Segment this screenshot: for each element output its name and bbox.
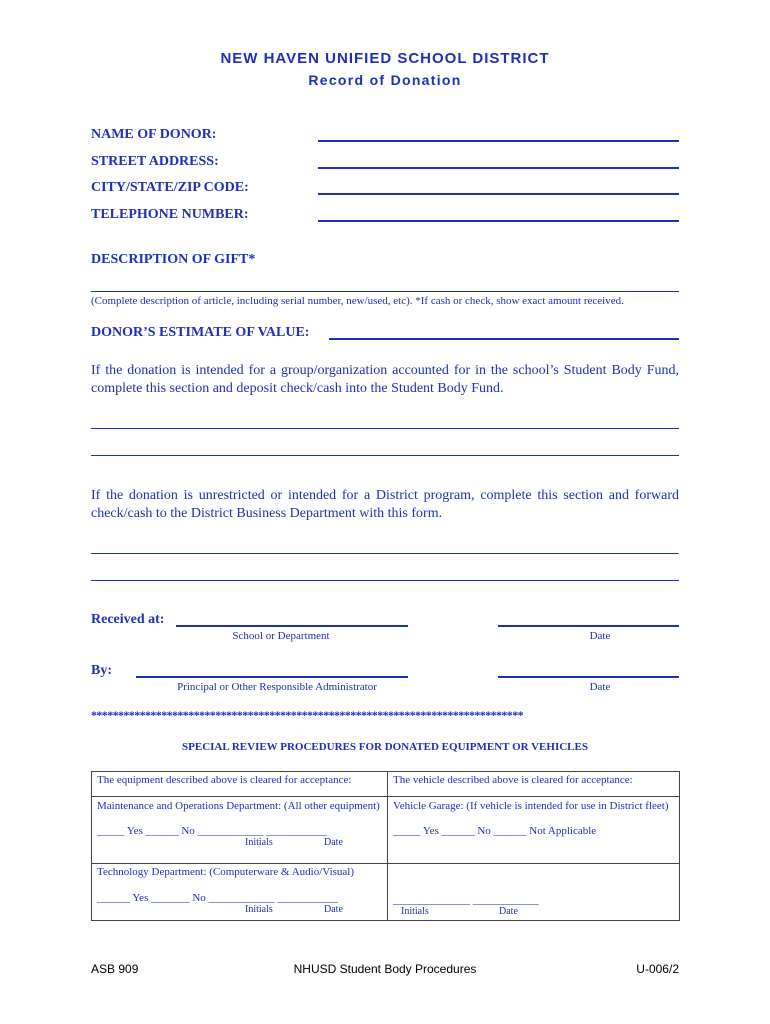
equipment-header: The equipment described above is cleared for acceptance: [92, 772, 388, 797]
maintenance-initials-caption: Initials [245, 837, 273, 848]
group-instructions: If the donation is intended for a group/organization accounted for in the school’s Student Body Fund, complete this section and deposit check/cash into the Student Body Fund. [91, 363, 679, 396]
name-of-donor-label: NAME OF DONOR: [91, 127, 217, 142]
page-code: U-006/2 [636, 962, 679, 976]
city-state-zip-field[interactable] [318, 193, 679, 195]
group-line-1[interactable] [91, 428, 679, 429]
received-date-field[interactable] [498, 625, 679, 627]
special-review-heading: SPECIAL REVIEW PROCEDURES FOR DONATED EQUIPMENT OR VEHICLES [182, 741, 588, 753]
donor-estimate-label: DONOR’S ESTIMATE OF VALUE: [91, 325, 310, 340]
name-of-donor-field[interactable] [318, 140, 679, 142]
description-note: (Complete description of article, including serial number, new/used, etc). *If cash or check, show exact amount received. [91, 295, 624, 307]
form-title: Record of Donation [308, 72, 462, 88]
vehicle-initials-caption: Initials [401, 906, 429, 917]
vehicle-date-caption: Date [499, 906, 518, 917]
school-department-caption: School or Department [232, 630, 330, 642]
technology-date-caption: Date [324, 904, 343, 915]
school-department-field[interactable] [176, 625, 408, 627]
street-address-label: STREET ADDRESS: [91, 154, 219, 169]
by-label: By: [91, 663, 112, 678]
administrator-caption: Principal or Other Responsible Administrator [177, 681, 377, 693]
received-at-label: Received at: [91, 612, 165, 627]
asterisk-divider: ******************************************************************************** [91, 708, 524, 722]
vehicle-signoff[interactable]: _____ Yes ______ No ______ Not Applicable [393, 825, 597, 837]
vehicle-garage-text: Vehicle Garage: (If vehicle is intended for use in District fleet) [393, 800, 669, 812]
unrestricted-line-1[interactable] [91, 553, 679, 554]
description-of-gift-label: DESCRIPTION OF GIFT* [91, 252, 256, 267]
unrestricted-line-2[interactable] [91, 580, 679, 581]
technology-initials-caption: Initials [245, 904, 273, 915]
vehicle-initials-line[interactable]: ______________ ____________ [393, 894, 539, 906]
footer-center-text: NHUSD Student Body Procedures [293, 962, 477, 976]
received-date-caption: Date [589, 630, 611, 642]
technology-cell [92, 864, 388, 921]
maintenance-text: Maintenance and Operations Department: (All other equipment) [97, 800, 380, 812]
administrator-field[interactable] [136, 676, 408, 678]
vehicle-garage-cell [388, 797, 680, 864]
maintenance-date-caption: Date [324, 837, 343, 848]
district-title: NEW HAVEN UNIFIED SCHOOL DISTRICT [220, 50, 550, 67]
unrestricted-instructions: If the donation is unrestricted or intended for a District program, complete this section and forward check/cash to the District Business Department with this form. [91, 488, 679, 521]
description-of-gift-field[interactable] [91, 291, 679, 292]
by-date-field[interactable] [498, 676, 679, 678]
vehicle-initials-cell [388, 864, 680, 921]
form-number: ASB 909 [91, 962, 139, 976]
street-address-field[interactable] [318, 167, 679, 169]
telephone-number-label: TELEPHONE NUMBER: [91, 207, 249, 222]
city-state-zip-label: CITY/STATE/ZIP CODE: [91, 180, 249, 195]
by-date-caption: Date [589, 681, 611, 693]
group-line-2[interactable] [91, 455, 679, 456]
maintenance-cell [92, 797, 388, 864]
vehicle-header: The vehicle described above is cleared for acceptance: [388, 772, 680, 797]
donor-estimate-field[interactable] [329, 338, 679, 340]
technology-signoff[interactable]: ______ Yes _______ No ____________ ___________ [97, 892, 338, 904]
telephone-number-field[interactable] [318, 220, 679, 222]
technology-text: Technology Department: (Computerware & Audio/Visual) [97, 866, 355, 878]
maintenance-signoff[interactable]: _____ Yes ______ No ____________ ___________ [97, 825, 327, 837]
special-review-table [91, 771, 680, 921]
